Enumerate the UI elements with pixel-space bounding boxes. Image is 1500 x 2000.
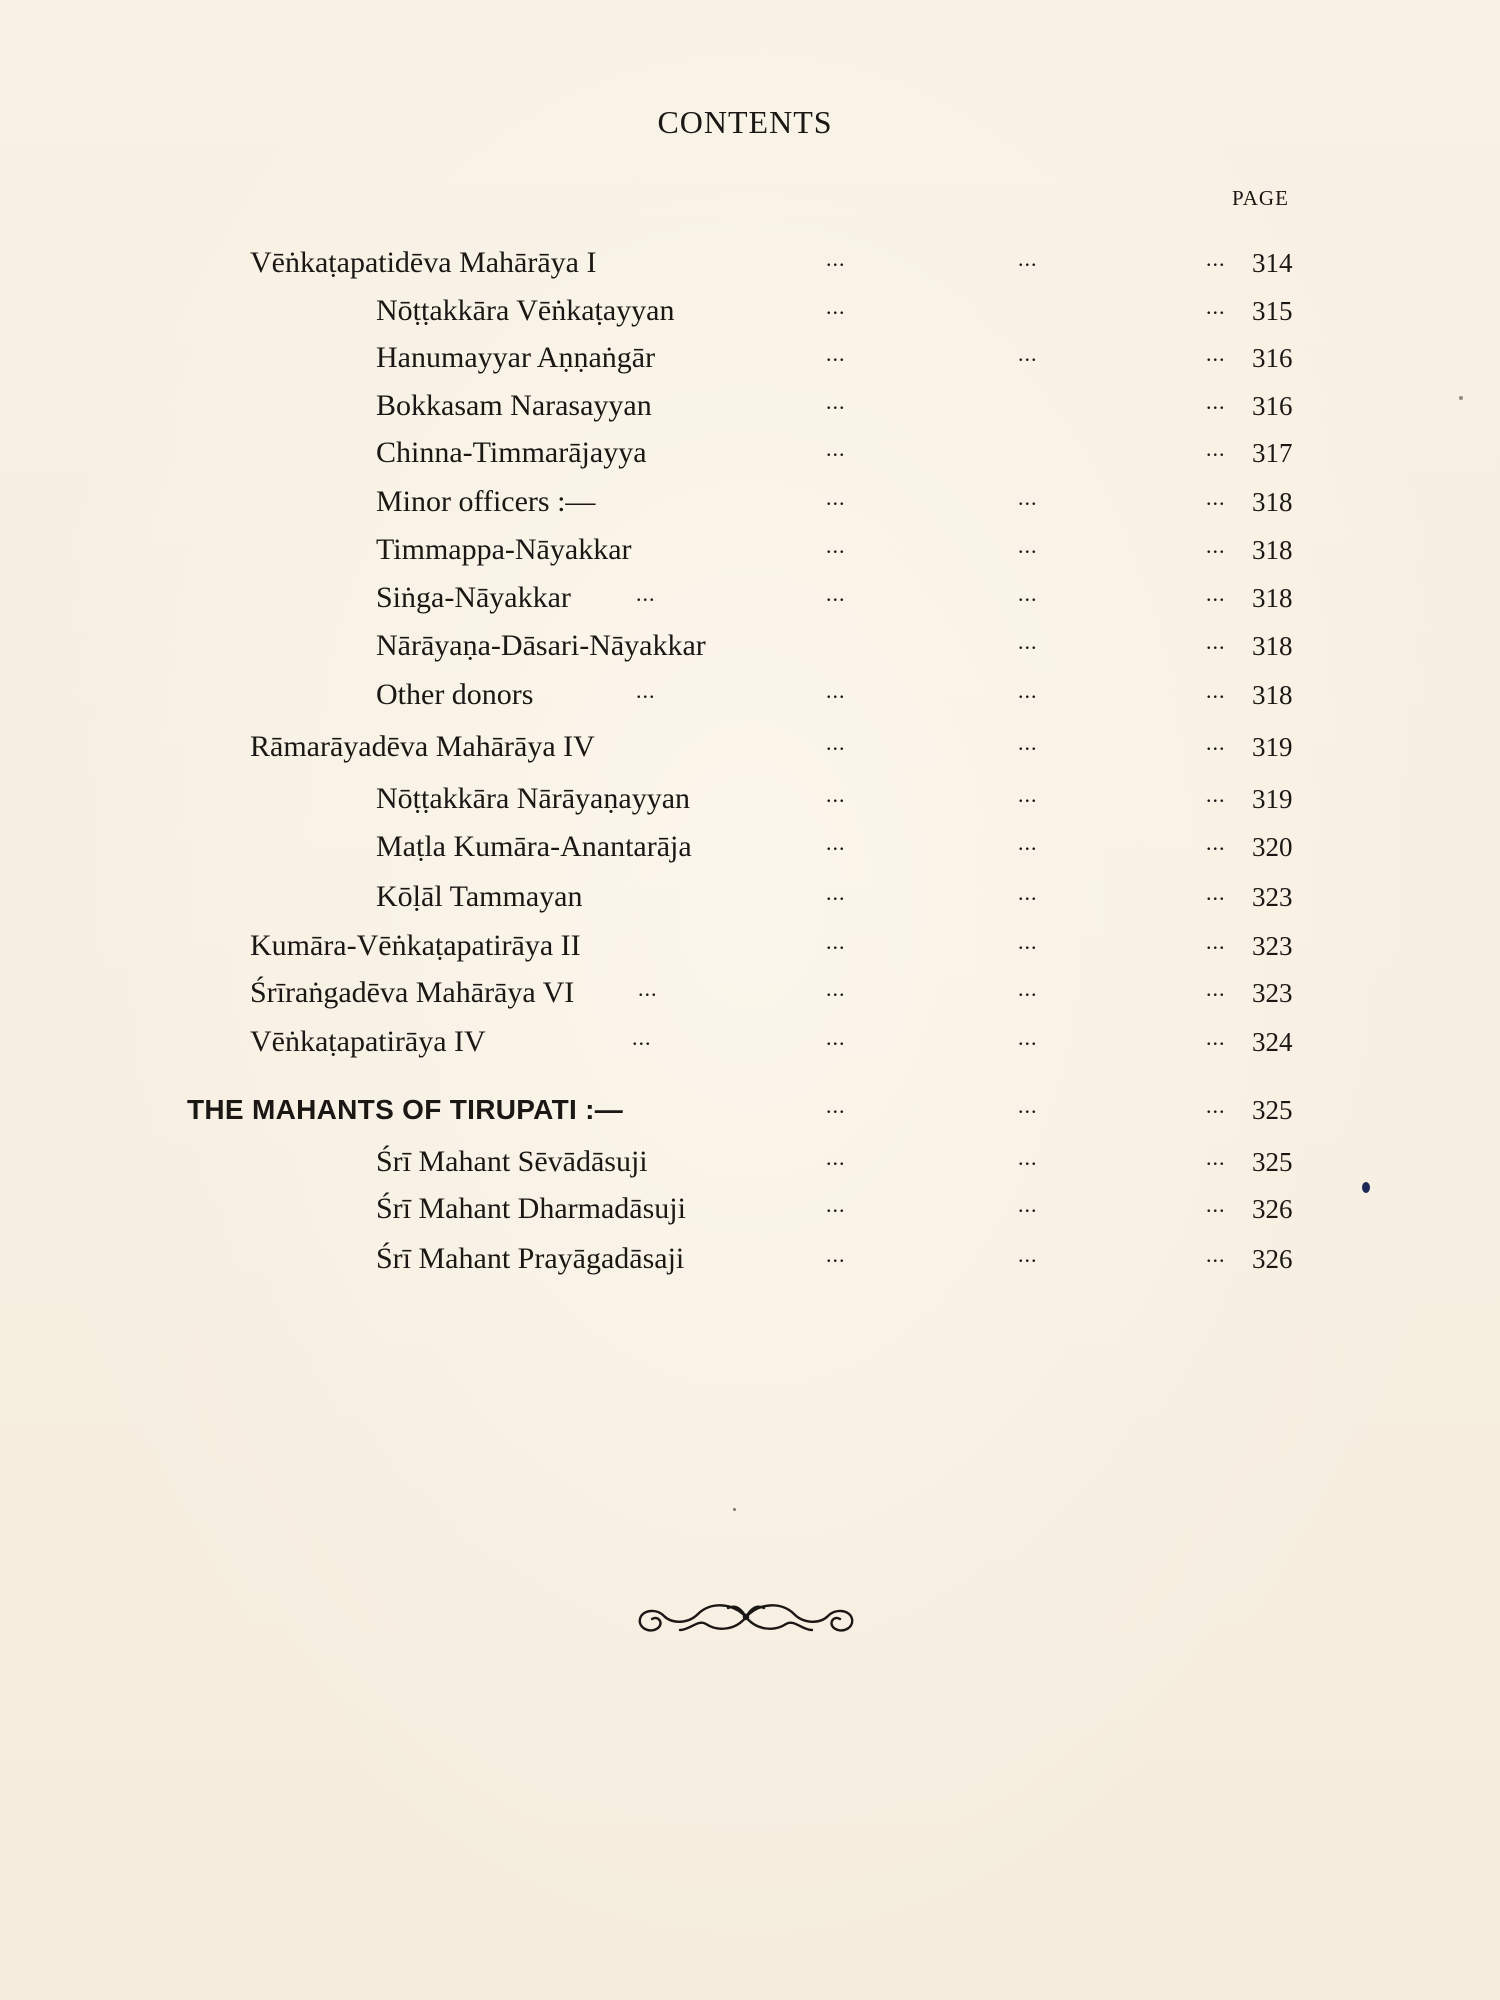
leader-dots: ... xyxy=(1018,485,1038,510)
leader-dots: ... xyxy=(1018,929,1038,954)
leader-dots: ... xyxy=(826,678,846,703)
toc-entry-page: 319 xyxy=(1252,784,1293,814)
toc-entry-title: Hanumayyar Aṇṇaṅgār xyxy=(376,341,656,374)
leader-dots: ... xyxy=(1018,1192,1038,1217)
leader-dots: ... xyxy=(636,581,656,606)
leader-dots: ... xyxy=(1206,782,1226,807)
leader-dots: ... xyxy=(1206,341,1226,366)
leader-dots: ... xyxy=(1206,629,1226,654)
scroll-ornament-icon xyxy=(632,1594,860,1640)
toc-entry[interactable] xyxy=(0,779,1500,819)
leader-dots: ... xyxy=(826,1025,846,1050)
leader-dots: ... xyxy=(826,1242,846,1267)
leader-dots: ... xyxy=(826,294,846,319)
toc-entry-title: Maṭla Kumāra-Anantarāja xyxy=(376,830,692,863)
toc-entry-page: 324 xyxy=(1252,1027,1293,1057)
leader-dots: ... xyxy=(1206,929,1226,954)
leader-dots: ... xyxy=(1206,485,1226,510)
leader-dots: ... xyxy=(1018,341,1038,366)
toc-entry-page: 316 xyxy=(1252,391,1293,421)
leader-dots: ... xyxy=(1206,436,1226,461)
toc-entry[interactable] xyxy=(0,482,1500,522)
leader-dots: ... xyxy=(1206,1192,1226,1217)
leader-dots: ... xyxy=(1018,730,1038,755)
leader-dots: ... xyxy=(1206,976,1226,1001)
leader-dots: ... xyxy=(1018,1242,1038,1267)
leader-dots: ... xyxy=(826,830,846,855)
toc-entry-title: Bokkasam Narasayyan xyxy=(376,389,652,422)
toc-entry-title: Vēṅkaṭapatidēva Mahārāya I xyxy=(250,246,597,279)
toc-entry-page: 319 xyxy=(1252,732,1293,762)
leader-dots: ... xyxy=(826,1145,846,1170)
leader-dots: ... xyxy=(826,581,846,606)
toc-entry[interactable] xyxy=(0,291,1500,331)
toc-entry-title: Kōḷāl Tammayan xyxy=(376,880,583,913)
toc-entry-page: 318 xyxy=(1252,535,1293,565)
toc-entry-page: 315 xyxy=(1252,296,1293,326)
toc-entry[interactable] xyxy=(0,530,1500,570)
toc-entry[interactable] xyxy=(0,338,1500,378)
toc-entry[interactable] xyxy=(0,386,1500,426)
leader-dots: ... xyxy=(1206,880,1226,905)
toc-entry-page: 326 xyxy=(1252,1244,1293,1274)
leader-dots: ... xyxy=(1018,581,1038,606)
leader-dots: ... xyxy=(1018,533,1038,558)
toc-entry-title: Śrī Mahant Dharmadāsuji xyxy=(376,1192,686,1225)
leader-dots: ... xyxy=(1018,830,1038,855)
toc-entry-title: Timmappa-Nāyakkar xyxy=(376,533,632,566)
toc-entry-title: Chinna-Timmarājayya xyxy=(376,436,647,469)
toc-entry[interactable] xyxy=(0,1022,1500,1062)
leader-dots: ... xyxy=(1206,830,1226,855)
leader-dots: ... xyxy=(1018,1145,1038,1170)
leader-dots: ... xyxy=(1206,246,1226,271)
leader-dots: ... xyxy=(826,782,846,807)
leader-dots: ... xyxy=(1206,533,1226,558)
leader-dots: ... xyxy=(1206,1025,1226,1050)
toc-entry[interactable] xyxy=(0,626,1500,666)
toc-entry-page: 318 xyxy=(1252,680,1293,710)
toc-entry-page: 323 xyxy=(1252,931,1293,961)
leader-dots: ... xyxy=(826,485,846,510)
toc-entry-title: Nārāyaṇa-Dāsari-Nāyakkar xyxy=(376,629,706,662)
toc-entry[interactable] xyxy=(0,926,1500,966)
toc-entry[interactable] xyxy=(0,727,1500,767)
leader-dots: ... xyxy=(1206,678,1226,703)
toc-entry-title: Other donors xyxy=(376,678,534,711)
toc-entry[interactable] xyxy=(0,243,1500,283)
leader-dots: ... xyxy=(1206,581,1226,606)
leader-dots: ... xyxy=(1018,1025,1038,1050)
leader-dots: ... xyxy=(826,1093,846,1118)
toc-entry-title: Nōṭṭakkāra Nārāyaṇayyan xyxy=(376,782,691,815)
leader-dots: ... xyxy=(826,880,846,905)
leader-dots: ... xyxy=(826,436,846,461)
leader-dots: ... xyxy=(1018,976,1038,1001)
leader-dots: ... xyxy=(826,341,846,366)
toc-entry-title: Rāmarāyadēva Mahārāya IV xyxy=(250,730,595,763)
leader-dots: ... xyxy=(826,1192,846,1217)
toc-entry-page: 318 xyxy=(1252,631,1293,661)
page-title: CONTENTS xyxy=(657,104,833,140)
leader-dots: ... xyxy=(826,389,846,414)
toc-entry-page: 323 xyxy=(1252,978,1293,1008)
leader-dots: ... xyxy=(1206,294,1226,319)
toc-entry-page: 323 xyxy=(1252,882,1293,912)
toc-entry-page: 318 xyxy=(1252,487,1293,517)
leader-dots: ... xyxy=(638,976,658,1001)
leader-dots: ... xyxy=(1206,1242,1226,1267)
leader-dots: ... xyxy=(1018,782,1038,807)
toc-entry[interactable] xyxy=(0,827,1500,867)
toc-entry[interactable] xyxy=(0,1189,1500,1229)
toc-section-heading[interactable] xyxy=(0,1090,1500,1130)
leader-dots: ... xyxy=(1018,880,1038,905)
toc-entry-page: 314 xyxy=(1252,248,1293,278)
leader-dots: ... xyxy=(636,678,656,703)
leader-dots: ... xyxy=(826,533,846,558)
leader-dots: ... xyxy=(826,976,846,1001)
leader-dots: ... xyxy=(1018,678,1038,703)
leader-dots: ... xyxy=(826,730,846,755)
leader-dots: ... xyxy=(632,1025,652,1050)
leader-dots: ... xyxy=(1206,1093,1226,1118)
toc-entry[interactable] xyxy=(0,675,1500,715)
toc-entry-title: Minor officers :— xyxy=(376,485,596,518)
toc-entry-title: Nōṭṭakkāra Vēṅkaṭayyan xyxy=(376,294,675,327)
toc-entry[interactable] xyxy=(0,1239,1500,1279)
toc-entry[interactable] xyxy=(0,433,1500,473)
toc-entry-page: 316 xyxy=(1252,343,1293,373)
leader-dots: ... xyxy=(1206,389,1226,414)
toc-entry[interactable] xyxy=(0,877,1500,917)
toc-entry-page: 317 xyxy=(1252,438,1293,468)
toc-entry[interactable] xyxy=(0,973,1500,1013)
toc-entry-page: 325 xyxy=(1252,1095,1293,1125)
leader-dots: ... xyxy=(1018,1093,1038,1118)
toc-entry-title: Śrī Mahant Prayāgadāsaji xyxy=(376,1242,685,1275)
leader-dots: ... xyxy=(1018,629,1038,654)
toc-entry-page: 320 xyxy=(1252,832,1293,862)
toc-entry-page: 325 xyxy=(1252,1147,1293,1177)
toc-entry[interactable] xyxy=(0,578,1500,618)
toc-entry[interactable] xyxy=(0,1142,1500,1182)
leader-dots: ... xyxy=(826,929,846,954)
toc-entry-title: Śrī Mahant Sēvādāsuji xyxy=(376,1145,648,1178)
page-column-header: PAGE xyxy=(1232,186,1289,210)
leader-dots: ... xyxy=(1206,730,1226,755)
toc-entry-title: Kumāra-Vēṅkaṭapatirāya II xyxy=(250,929,581,962)
leader-dots: ... xyxy=(1206,1145,1226,1170)
toc-entry-title: Vēṅkaṭapatirāya IV xyxy=(250,1025,486,1058)
toc-entry-page: 326 xyxy=(1252,1194,1293,1224)
toc-section-title: THE MAHANTS OF TIRUPATI :— xyxy=(187,1094,624,1125)
toc-entry-title: Siṅga-Nāyakkar xyxy=(376,581,571,614)
leader-dots: ... xyxy=(1018,246,1038,271)
toc-entry-page: 318 xyxy=(1252,583,1293,613)
leader-dots: ... xyxy=(826,246,846,271)
toc-entry-title: Śrīraṅgadēva Mahārāya VI xyxy=(250,976,575,1009)
